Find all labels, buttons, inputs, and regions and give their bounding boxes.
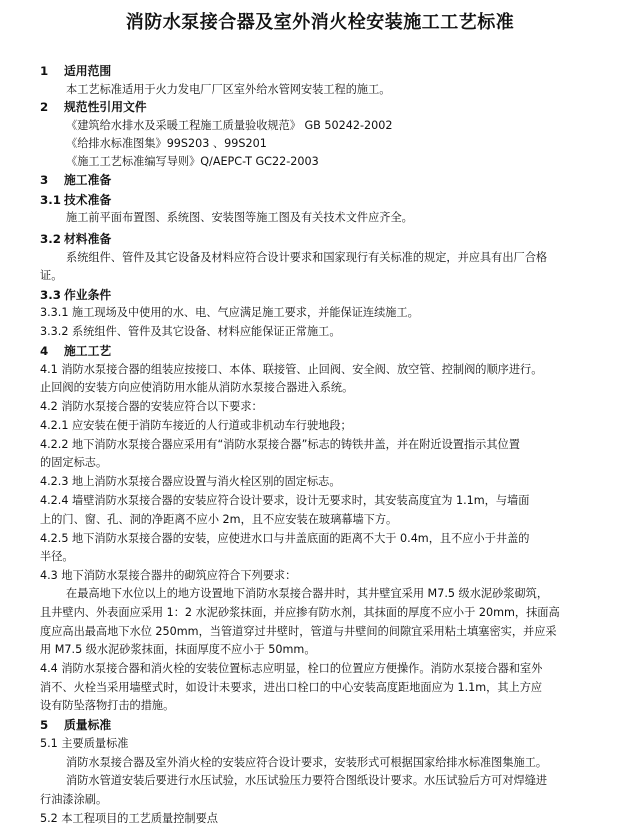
text-line: 的固定标志。 xyxy=(40,456,108,469)
text-line: 消不、火栓当采用墙壁式时，如设计未要求，进出口栓口的中心安装高度距地面应为 1.1m，其上方应 xyxy=(40,681,543,694)
section-heading xyxy=(40,192,610,208)
section-number: 4 xyxy=(40,344,49,358)
text-line: 行油漆涂刷。 xyxy=(40,793,108,806)
text-line: 《施工工艺标准编写导则》Q/AEPC-T GC22-2003 xyxy=(66,155,319,168)
text-line: 系统组件、管件及其它设备及材料应符合设计要求和国家现行有关标准的规定，并应具有出厂合格 xyxy=(66,251,548,264)
text-line: 5.1 主要质量标准 xyxy=(40,737,129,750)
text-line: 止回阀的安装方向应使消防用水能从消防水泵接合器进入系统。 xyxy=(40,381,354,394)
text-line: 3.3.2 系统组件、管件及其它设备、材料应能保证正常施工。 xyxy=(40,325,341,338)
text-line: 4.2.1 应安装在便于消防车接近的人行道或非机动车行驶地段； xyxy=(40,419,352,432)
section-heading-text: 质量标准 xyxy=(64,718,112,732)
section-heading xyxy=(40,172,610,188)
text-line: 证。 xyxy=(40,269,63,282)
section-heading xyxy=(40,717,610,733)
section-heading xyxy=(40,343,610,359)
section-heading-text: 规范性引用文件 xyxy=(64,100,147,114)
text-line: 4.4 消防水泵接合器和消火栓的安装位置标志应明显，栓口的位置应方便操作。消防水泵接合器和室外 xyxy=(40,662,543,675)
section-heading-text: 技术准备 xyxy=(64,193,112,207)
section-heading-text: 适用范围 xyxy=(64,64,112,78)
section-heading-text: 作业条件 xyxy=(64,288,112,302)
text-line: 半径。 xyxy=(40,550,74,563)
document-title: 消防水泵接合器及室外消火栓安装施工工艺标准 xyxy=(125,12,515,33)
text-line: 《建筑给水排水及采暖工程施工质量验收规范》 GB 50242-2002 xyxy=(66,119,393,132)
text-line: 《给排水标准图集》99S203 、99S201 xyxy=(66,137,267,150)
section-number: 2 xyxy=(40,100,49,114)
section-number: 1 xyxy=(40,64,49,78)
text-line: 消防水泵接合器及室外消火栓的安装应符合设计要求，安装形式可根据国家给排水标准图集施工。 xyxy=(66,756,548,769)
text-line: 度应高出最高地下水位 250mm，当管道穿过井壁时，管道与井壁间的间隙宜采用粘土填塞密实，并应采 xyxy=(40,625,557,638)
text-line: 消防水管道安装后要进行水压试验，水压试验压力要符合图纸设计要求。水压试验后方可对焊缝进 xyxy=(66,774,548,787)
text-line: 施工前平面布置图、系统图、安装图等施工图及有关技术文件应齐全。 xyxy=(66,211,413,224)
text-line: 3.3.1 施工现场及中使用的水、电、气应满足施工要求，并能保证连续施工。 xyxy=(40,306,419,319)
section-heading xyxy=(40,63,610,79)
text-line: 4.1 消防水泵接合器的组装应按接口、本体、联接管、止回阀、安全阀、放空管、控制阀的顺序进行。 xyxy=(40,363,543,376)
text-line: 5.2 本工程项目的工艺质量控制要点 xyxy=(40,812,218,825)
text-line: 在最高地下水位以上的地方设置地下消防水泵接合器井时，其井壁宜采用 M7.5 级水泥砂浆砌筑， xyxy=(66,587,549,600)
text-line: 用 M7.5 级水泥砂浆抹面，抹面厚度不应小于 50mm。 xyxy=(40,643,316,656)
section-number: 3.2 xyxy=(40,232,61,246)
section-heading xyxy=(40,231,610,247)
section-number: 3.3 xyxy=(40,288,61,302)
section-heading-text: 施工工艺 xyxy=(64,344,112,358)
text-line: 4.2 消防水泵接合器的安装应符合以下要求： xyxy=(40,400,263,413)
text-line: 4.3 地下消防水泵接合器井的砌筑应符合下列要求： xyxy=(40,569,297,582)
section-heading xyxy=(40,287,610,303)
section-number: 5 xyxy=(40,718,49,732)
text-line: 上的门、窗、孔、洞的净距离不应小 2m，且不应安装在玻璃幕墙下方。 xyxy=(40,513,398,526)
text-line: 4.2.3 地上消防水泵接合器应设置与消火栓区别的固定标志。 xyxy=(40,475,341,488)
text-line: 4.2.2 地下消防水泵接合器应采用有“消防水泵接合器”标志的铸铁井盖，并在附近设置指示其位置 xyxy=(40,438,520,451)
section-number: 3.1 xyxy=(40,193,61,207)
text-line: 4.2.4 墙壁消防水泵接合器的安装应符合设计要求，设计无要求时，其安装高度宜为 1.1m，与墙面 xyxy=(40,494,530,507)
text-line: 设有防坠落物打击的措施。 xyxy=(40,699,175,712)
text-line: 且井壁内、外表面应采用 1：2 水泥砂浆抹面，并应掺有防水剂，其抹面的厚度不应小于 20mm，抹面高 xyxy=(40,606,560,619)
text-line: 本工艺标准适用于火力发电厂厂区室外给水管网安装工程的施工。 xyxy=(66,83,391,96)
section-number: 3 xyxy=(40,173,49,187)
text-line: 4.2.5 地下消防水泵接合器的安装，应使进水口与井盖底面的距离不大于 0.4m，且不应小于井盖的 xyxy=(40,532,530,545)
section-heading-text: 材料准备 xyxy=(64,232,112,246)
section-heading-text: 施工准备 xyxy=(64,173,112,187)
section-heading xyxy=(40,99,610,115)
